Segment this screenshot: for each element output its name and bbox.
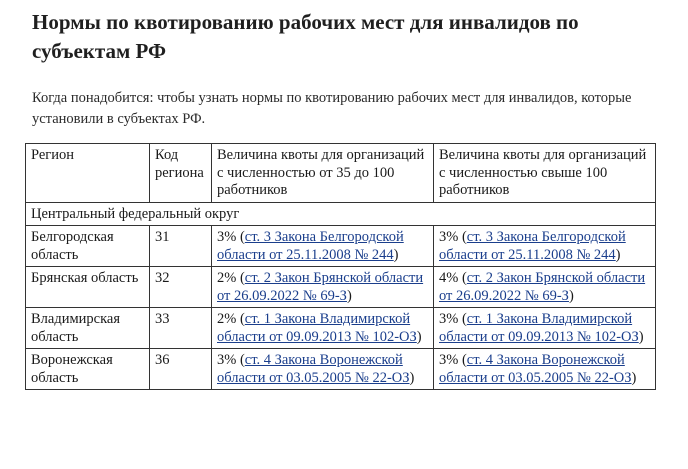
quota-value: 3% ( (439, 229, 467, 245)
law-link[interactable]: ст. 4 Закона Воронежской области от 03.05.2005 № 22-ОЗ (217, 352, 410, 386)
closing-paren: ) (393, 246, 399, 263)
region-cell: Брянская область (26, 267, 150, 308)
law-link[interactable]: ст. 2 Закон Брянской области от 26.09.2022 № 69-З (439, 270, 646, 304)
code-cell: 31 (150, 226, 212, 267)
table-row (26, 308, 656, 349)
quota-over-100-cell (434, 226, 656, 267)
quota-value: 3% ( (439, 311, 467, 327)
quota-35-100-cell (212, 349, 434, 390)
closing-paren: ) (346, 287, 352, 304)
page-title: Нормы по квотированию рабочих мест для инвалидов по субъектам РФ (32, 10, 579, 63)
law-link[interactable]: ст. 4 Закона Воронежской области от 03.05.2005 № 22-ОЗ (439, 352, 632, 386)
region-cell: Воронежская область (26, 349, 150, 390)
closing-paren: ) (638, 328, 644, 345)
header-quota-35-100: Величина квоты для организаций с численностью от 35 до 100 работников (212, 144, 434, 203)
closing-paren: ) (568, 287, 574, 304)
quota-value: 3% ( (439, 352, 467, 368)
quota-over-100-cell (434, 349, 656, 390)
table-header-row (26, 144, 656, 203)
quota-value: 2% ( (217, 270, 245, 286)
law-link[interactable]: ст. 1 Закона Владимирской области от 09.09.2013 № 102-ОЗ (217, 311, 417, 345)
section-row (26, 202, 656, 226)
closing-paren: ) (409, 369, 415, 386)
quota-value: 4% ( (439, 270, 467, 286)
header-region: Регион (26, 144, 150, 203)
header-code: Код региона (150, 144, 212, 203)
table-row (26, 226, 656, 267)
law-link[interactable]: ст. 2 Закон Брянской области от 26.09.2022 № 69-З (217, 270, 424, 304)
law-link[interactable]: ст. 3 Закона Белгородской области от 25.11.2008 № 244 (217, 229, 404, 263)
section-title: Центральный федеральный округ (26, 202, 656, 226)
closing-paren: ) (416, 328, 422, 345)
law-link[interactable]: ст. 1 Закона Владимирской области от 09.09.2013 № 102-ОЗ (439, 311, 639, 345)
code-cell: 32 (150, 267, 212, 308)
quota-value: 3% ( (217, 352, 245, 368)
law-link[interactable]: ст. 3 Закона Белгородской области от 25.11.2008 № 244 (439, 229, 626, 263)
quota-35-100-cell (212, 308, 434, 349)
table-row (26, 267, 656, 308)
code-cell: 36 (150, 349, 212, 390)
code-cell: 33 (150, 308, 212, 349)
closing-paren: ) (615, 246, 621, 263)
quota-35-100-cell (212, 267, 434, 308)
region-cell: Владимирская область (26, 308, 150, 349)
quota-over-100-cell (434, 267, 656, 308)
intro-text: Когда понадобится: чтобы узнать нормы по квотированию рабочих мест для инвалидов, которые установили в субъектах РФ. (32, 90, 632, 127)
quota-table (25, 143, 656, 390)
quota-value: 3% ( (217, 229, 245, 245)
header-quota-over-100: Величина квоты для организаций с численностью свыше 100 работников (434, 144, 656, 203)
closing-paren: ) (631, 369, 637, 386)
region-cell: Белгородская область (26, 226, 150, 267)
quota-35-100-cell (212, 226, 434, 267)
quota-over-100-cell (434, 308, 656, 349)
table-row (26, 349, 656, 390)
quota-value: 2% ( (217, 311, 245, 327)
